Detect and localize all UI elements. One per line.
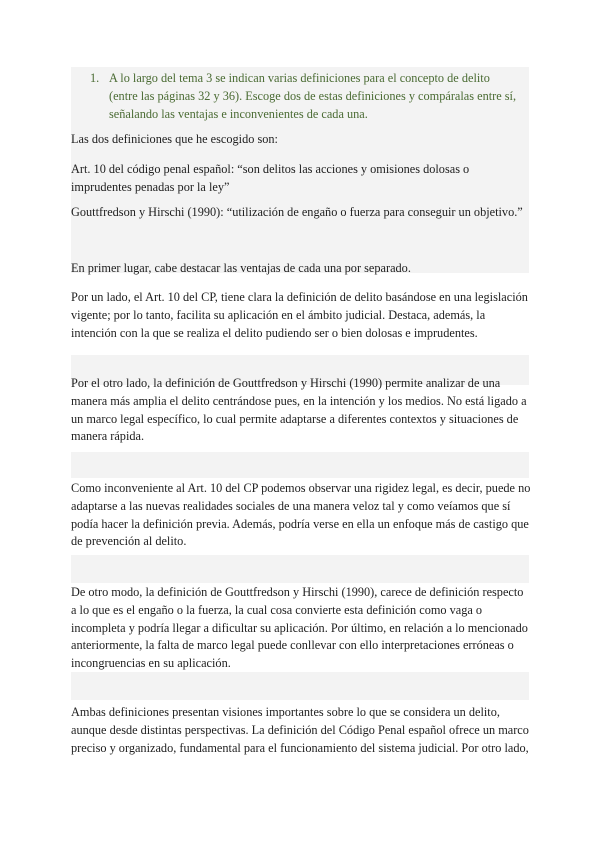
- shaded-band: [71, 452, 529, 478]
- question-item: [90, 70, 520, 123]
- disadvantage-paragraph-2: De otro modo, la definición de Gouttfredson y Hirschi (1990), carece de definición respecto a lo que es el engaño o la fuerza, la cual cosa convierte esta definición como vaga o incompleta y podría llegar a dificultar su aplicación. Por último, en relación a lo mencionado anteriormente, la falta de marco legal puede conllevar con ello interpretaciones erróneas o incongruencias en su aplicación.: [71, 585, 528, 671]
- advantage-paragraph-1: Por un lado, el Art. 10 del CP, tiene clara la definición de delito basándose en una legislación vigente; por lo tanto, facilita su aplicación en el ámbito judicial. Destaca, además, la intención con la que se realiza el delito pudiendo ser o bien dolosas e imprudentes.: [71, 290, 528, 340]
- advantage-paragraph-2: Por el otro lado, la definición de Gouttfredson y Hirschi (1990) permite analizar de una manera más amplia el delito centrándose pues, en la intención y los medios. No está ligado a un marco legal específico, lo cual permite adaptarse a diferentes contextos y situaciones de manera rápida.: [71, 376, 527, 444]
- disadvantage-paragraph-1: Como inconveniente al Art. 10 del CP podemos observar una rigidez legal, es decir, puede no adaptarse a las nuevas realidades sociales de una manera veloz tal y como veíamos que sí podía hacer la definición previa. Además, podría verse en ella un enfoque más de castigo que de prevención al delito.: [71, 481, 531, 549]
- shaded-band: [71, 555, 529, 583]
- shaded-band: [71, 672, 529, 700]
- answer-intro: Las dos definiciones que he escogido son:: [71, 132, 278, 146]
- advantages-intro: En primer lugar, cabe destacar las ventajas de cada una por separado.: [71, 261, 411, 275]
- question-text: A lo largo del tema 3 se indican varias definiciones para el concepto de delito (entre las páginas 32 y 36). Escoge dos de estas definiciones y compáralas entre sí, señalando las ventajas e inconvenientes de cada una.: [109, 71, 517, 121]
- conclusion-paragraph: Ambas definiciones presentan visiones importantes sobre lo que se considera un delito, aunque desde distintas perspectivas. La definición del Código Penal español ofrece un marco preciso y organizado, fundamental para el funcionamiento del sistema judicial. Por otro lado,: [71, 705, 529, 755]
- definition-2: Gouttfredson y Hirschi (1990): “utilización de engaño o fuerza para conseguir un objetivo.”: [71, 205, 523, 219]
- definition-1: Art. 10 del código penal español: “son delitos las acciones y omisiones dolosas o imprudentes penadas por la ley”: [71, 162, 470, 194]
- question-number: 1.: [90, 71, 100, 85]
